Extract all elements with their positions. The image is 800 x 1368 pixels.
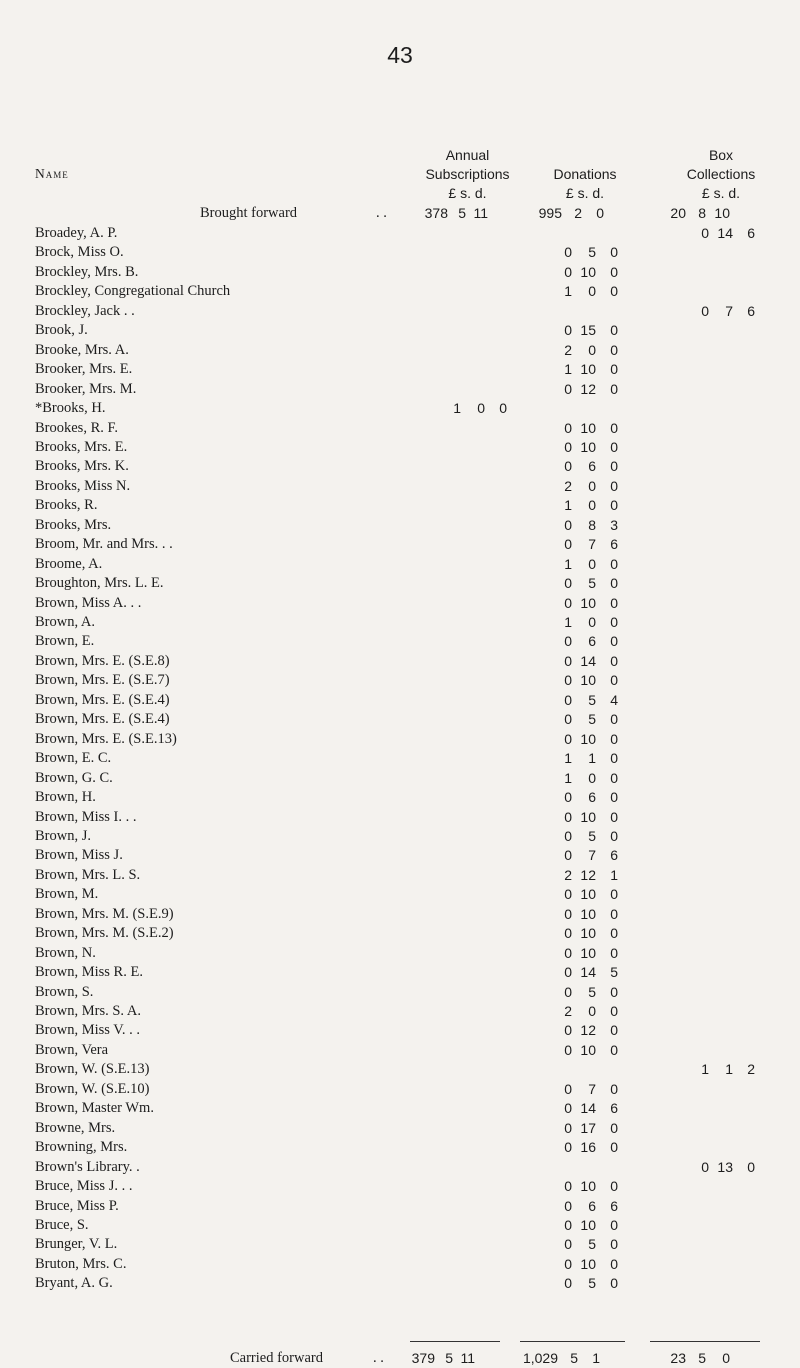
entry-name: Brown, Mrs. E. (S.E.4)	[35, 690, 176, 710]
entry-donation: 0 10 0	[564, 1178, 618, 1195]
entry-name: Browning, Mrs.	[35, 1137, 133, 1157]
leader-dots: . .	[376, 205, 387, 221]
entry-name: Browne, Mrs.	[35, 1118, 121, 1138]
list-item	[35, 865, 800, 885]
entry-name: Brown, Mrs. M. (S.E.9)	[35, 904, 180, 924]
list-item	[35, 1118, 800, 1138]
entry-name: Brown, G. C.	[35, 768, 119, 788]
entry-name: Brown, S.	[35, 982, 99, 1002]
entry-name: Brown, M.	[35, 884, 104, 904]
list-item	[35, 495, 800, 515]
entry-name: Brunger, V. L.	[35, 1234, 123, 1254]
list-item	[35, 690, 800, 710]
entry-donation: 1 0 0	[564, 497, 618, 514]
entry-name: Brooks, Mrs.	[35, 515, 117, 535]
list-item	[35, 1059, 800, 1079]
brought-forward-subscriptions: 378 5 11	[424, 205, 488, 221]
box-header	[666, 146, 776, 203]
list-item	[35, 923, 800, 943]
entry-name: Broom, Mr. and Mrs. . .	[35, 534, 179, 554]
list-item	[35, 223, 800, 243]
entry-donation: 0 7 0	[564, 1080, 618, 1097]
list-item	[35, 845, 800, 865]
list-item	[35, 982, 800, 1002]
entry-donation: 0 10 0	[564, 808, 618, 825]
entry-donation: 1 0 0	[564, 283, 618, 300]
carried-forward-row	[0, 1348, 765, 1368]
list-item	[35, 1040, 800, 1060]
entry-name: Broadey, A. P.	[35, 223, 123, 243]
entry-name: Brown, Mrs. E. (S.E.8)	[35, 651, 176, 671]
entry-name: Brown, Miss A. . .	[35, 593, 147, 613]
list-item	[35, 1157, 800, 1177]
entry-box-collection: 0 14 6	[701, 225, 755, 241]
list-item	[35, 962, 800, 982]
entry-donation: 0 12 0	[564, 1022, 618, 1039]
entry-donation: 0 6 0	[564, 458, 618, 475]
entry-name: Brown, Mrs. E. (S.E.4)	[35, 709, 176, 729]
entry-name: Bruce, Miss J. . .	[35, 1176, 138, 1196]
carried-forward-label: Carried forward	[230, 1350, 323, 1366]
entry-donation: 0 10 0	[564, 438, 618, 455]
list-item	[35, 515, 800, 535]
entry-name: Brockley, Congregational Church	[35, 281, 236, 301]
entry-name: Bruce, Miss P.	[35, 1196, 125, 1216]
entry-name: Brown, Mrs. E. (S.E.13)	[35, 729, 183, 749]
list-item	[35, 1001, 800, 1021]
entry-donation: 0 10 0	[564, 1216, 618, 1233]
entry-donation: 2 0 0	[564, 477, 618, 494]
list-item	[35, 943, 800, 963]
entry-donation: 0 10 0	[564, 419, 618, 436]
donations-header	[535, 165, 635, 203]
entry-donation: 0 5 0	[564, 983, 618, 1000]
entry-name: Brown, W. (S.E.13)	[35, 1059, 155, 1079]
entry-donation: 0 6 0	[564, 633, 618, 650]
entry-donation: 1 1 0	[564, 750, 618, 767]
entry-name: Brown, Mrs. S. A.	[35, 1001, 147, 1021]
box-header-line1: Box	[708, 147, 734, 163]
entry-donation: 0 10 0	[564, 944, 618, 961]
carried-forward-box: 23 5 0	[670, 1350, 730, 1366]
entry-name: Brown, Master Wm.	[35, 1098, 160, 1118]
entry-donation: 0 7 6	[564, 536, 618, 553]
list-item	[35, 826, 800, 846]
name-column-header: Name	[35, 166, 69, 181]
entry-name: Brook, J.	[35, 320, 94, 340]
brought-forward-box: 20 8 10	[670, 205, 730, 221]
entry-donation: 0 10 0	[564, 886, 618, 903]
entry-name: *Brooks, H.	[35, 398, 112, 418]
entry-name: Brown's Library. .	[35, 1157, 146, 1177]
list-item	[35, 534, 800, 554]
entry-name: Brockley, Mrs. B.	[35, 262, 144, 282]
list-item	[35, 787, 800, 807]
entry-name: Brown, N.	[35, 943, 102, 963]
carried-forward-donations: 1,029 5 1	[522, 1350, 600, 1366]
entry-name: Brown, Miss J.	[35, 845, 129, 865]
entry-name: Bruton, Mrs. C.	[35, 1254, 132, 1274]
entry-donation: 0 14 5	[564, 964, 618, 981]
entry-donation: 0 17 0	[564, 1119, 618, 1136]
list-item	[35, 340, 800, 360]
entry-name: Brown, W. (S.E.10)	[35, 1079, 155, 1099]
entry-donation: 0 10 0	[564, 263, 618, 280]
entry-donation: 0 12 0	[564, 380, 618, 397]
list-item	[35, 1098, 800, 1118]
list-item	[35, 262, 800, 282]
list-item	[35, 1079, 800, 1099]
list-item	[35, 670, 800, 690]
entry-box-collection: 0 7 6	[701, 302, 755, 319]
entry-name: Brown, Miss V. . .	[35, 1020, 146, 1040]
entry-name: Brown, J.	[35, 826, 97, 846]
list-item	[35, 437, 800, 457]
list-item	[35, 379, 800, 399]
list-item	[35, 1273, 800, 1293]
list-item	[35, 320, 800, 340]
entry-name: Brown, Miss I. . .	[35, 807, 143, 827]
entry-name: Brooks, R.	[35, 495, 103, 515]
entry-name: Brooker, Mrs. M.	[35, 379, 142, 399]
brought-forward-donations: 995 2 0	[538, 205, 604, 221]
entry-box-collection: 1 1 2	[701, 1061, 755, 1078]
list-item	[35, 631, 800, 651]
list-item	[35, 1254, 800, 1274]
entry-name: Bryant, A. G.	[35, 1273, 119, 1293]
list-item	[35, 651, 800, 671]
entry-donation: 1 0 0	[564, 769, 618, 786]
list-item	[35, 748, 800, 768]
list-item	[35, 301, 800, 321]
list-item	[35, 768, 800, 788]
entry-name: Brookes, R. F.	[35, 418, 124, 438]
list-item	[35, 418, 800, 438]
list-item	[35, 554, 800, 574]
entry-name: Broughton, Mrs. L. E.	[35, 573, 169, 593]
box-total-rule	[650, 1341, 760, 1342]
entry-donation: 0 5 0	[564, 711, 618, 728]
carried-forward-subscriptions: 379 5 11	[411, 1350, 475, 1366]
entry-donation: 2 0 0	[564, 1003, 618, 1019]
entry-name: Brock, Miss O.	[35, 242, 130, 262]
donations-units: £ s. d.	[565, 185, 605, 201]
entry-name: Brooke, Mrs. A.	[35, 340, 135, 360]
list-item	[35, 1176, 800, 1196]
entry-name: Brown, A.	[35, 612, 101, 632]
entry-donation: 0 16 0	[564, 1139, 618, 1156]
entry-donation: 0 10 0	[564, 594, 618, 611]
list-item	[35, 1020, 800, 1040]
list-item	[35, 1196, 800, 1216]
entry-name: Brown, H.	[35, 787, 102, 807]
entry-donation: 2 0 0	[564, 341, 618, 358]
brought-forward-row	[35, 203, 800, 223]
entry-name: Brown, Mrs. E. (S.E.7)	[35, 670, 176, 690]
brought-forward-label: Brought forward	[200, 205, 298, 221]
entry-donation: 0 14 0	[564, 652, 618, 669]
entry-donation: 0 7 6	[564, 847, 618, 864]
subscriptions-header	[410, 146, 525, 203]
box-units: £ s. d.	[701, 185, 741, 201]
subscriptions-header-line2: Subscriptions	[425, 166, 510, 182]
list-item	[35, 573, 800, 593]
list-item	[35, 456, 800, 476]
list-item	[35, 612, 800, 632]
donations-total-rule	[520, 1341, 625, 1342]
list-item	[35, 729, 800, 749]
entry-name: Brown, Mrs. M. (S.E.2)	[35, 923, 180, 943]
box-header-line2: Collections	[686, 166, 756, 182]
entry-donation: 2 12 1	[564, 866, 618, 883]
page-number: 43	[387, 42, 413, 68]
entry-name: Brooker, Mrs. E.	[35, 359, 138, 379]
list-item	[35, 359, 800, 379]
list-item	[35, 904, 800, 924]
list-item	[35, 281, 800, 301]
entry-subscription: 1 0 0	[453, 400, 507, 417]
entry-name: Brooks, Mrs. K.	[35, 456, 135, 476]
entry-name: Brockley, Jack . .	[35, 301, 141, 321]
donations-header-label: Donations	[553, 166, 617, 182]
entry-box-collection: 0 13 0	[701, 1158, 755, 1175]
entry-donation: 0 10 0	[564, 905, 618, 922]
entry-name: Brooks, Mrs. E.	[35, 437, 133, 457]
list-item	[35, 807, 800, 827]
entry-donation: 0 14 6	[564, 1100, 618, 1117]
entry-donation: 0 10 0	[564, 1041, 618, 1058]
entry-name: Brown, E. C.	[35, 748, 117, 768]
list-item	[35, 593, 800, 613]
entry-donation: 0 10 0	[564, 925, 618, 942]
subscriptions-header-line1: Annual	[445, 147, 490, 163]
list-item	[35, 1234, 800, 1254]
leader-dots: . .	[373, 1350, 384, 1366]
entry-donation: 0 5 0	[564, 827, 618, 844]
list-item	[35, 884, 800, 904]
list-item	[35, 398, 800, 418]
entry-donation: 0 8 3	[564, 516, 618, 533]
entry-donation: 0 10 0	[564, 730, 618, 747]
entry-name: Brown, Miss R. E.	[35, 962, 149, 982]
entry-name: Brown, E.	[35, 631, 100, 651]
entry-donation: 1 10 0	[564, 361, 618, 378]
entry-name: Brown, Mrs. L. S.	[35, 865, 146, 885]
entry-donation: 0 5 0	[564, 1236, 618, 1253]
entry-donation: 0 5 4	[564, 691, 618, 708]
subscriptions-total-rule	[410, 1341, 500, 1342]
entry-name: Bruce, S.	[35, 1215, 95, 1235]
entry-donation: 1 0 0	[564, 555, 618, 572]
entry-donation: 0 10 0	[564, 1255, 618, 1272]
list-item	[35, 1137, 800, 1157]
entry-donation: 0 5 0	[564, 575, 618, 592]
entry-donation: 0 5 0	[564, 1275, 618, 1292]
entry-name: Broome, A.	[35, 554, 108, 574]
list-item	[35, 709, 800, 729]
subscriptions-units: £ s. d.	[448, 185, 487, 201]
entry-donation: 0 5 0	[564, 244, 618, 261]
list-item	[35, 476, 800, 496]
entry-donation: 0 15 0	[564, 322, 618, 339]
entry-donation: 0 6 0	[564, 789, 618, 806]
entry-donation: 0 10 0	[564, 672, 618, 689]
list-item	[35, 1215, 800, 1235]
entry-donation: 0 6 6	[564, 1197, 618, 1214]
entry-name: Brooks, Miss N.	[35, 476, 136, 496]
entry-donation: 1 0 0	[564, 614, 618, 630]
list-item	[35, 242, 800, 262]
entry-name: Brown, Vera	[35, 1040, 114, 1060]
